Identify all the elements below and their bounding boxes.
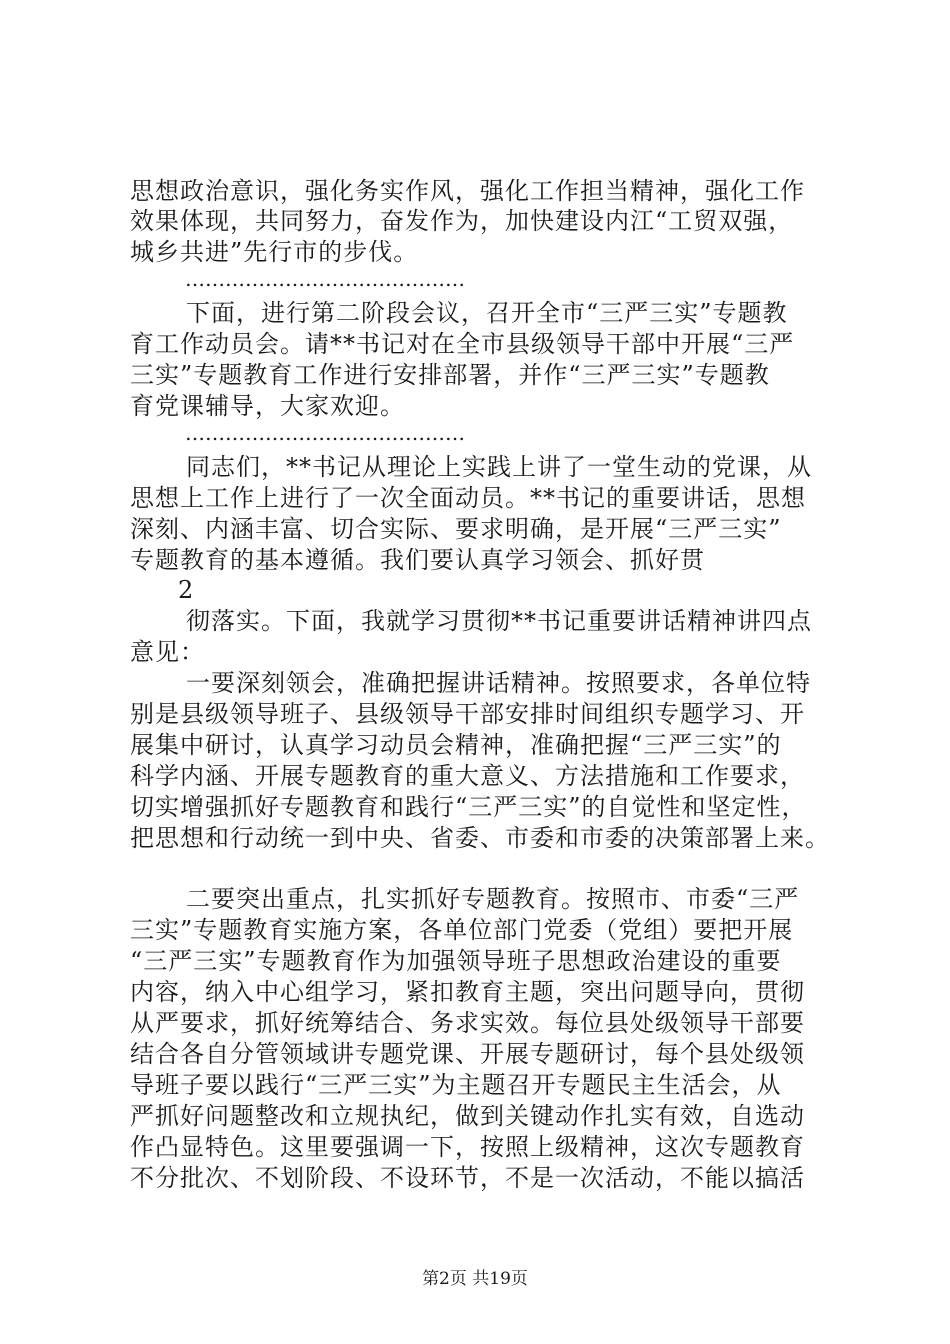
text-line: 思想上工作上进行了一次全面动员。**书记的重要讲话，思想 [130,484,806,512]
text-line: 意见： [130,638,205,666]
text-line: “三严三实”专题教育作为加强领导班子思想政治建设的重要 [130,947,782,975]
text-line: 三实”专题教育实施方案，各单位部门党委（党组）要把开展 [130,916,794,944]
text-line: 育工作动员会。请**书记对在全市县级领导干部中开展“三严 [130,330,795,358]
page-footer: 第2页 共19页 [422,1269,528,1289]
text-line: 同志们，**书记从理论上实践上讲了一堂生动的党课，从 [186,453,812,481]
text-line: 不分批次、不划阶段、不设环节，不是一次活动，不能以搞活 [130,1164,805,1192]
dots-separator: …………………………………… [185,421,465,445]
text-line: 内容，纳入中心组学习，紧扣教育主题，突出问题导向，贯彻 [130,978,805,1006]
text-line: 展集中研讨，认真学习动员会精神，准确把握“三严三实”的 [130,731,782,759]
text-line: 彻落实。下面，我就学习贯彻**书记重要讲话精神讲四点 [186,607,812,635]
text-line: 育党课辅导，大家欢迎。 [130,392,405,420]
text-line: 科学内涵、开展专题教育的重大意义、方法措施和工作要求， [130,762,805,790]
text-line: 结合各自分管领域讲专题党课、开展专题研讨，每个县处级领 [130,1040,805,1068]
text-line: 切实增强抓好专题教育和践行“三严三实”的自觉性和坚定性， [130,793,807,821]
text-line: 导班子要以践行“三严三实”为主题召开专题民主生活会，从 [130,1071,782,1099]
text-line: 作凸显特色。这里要强调一下，按照上级精神，这次专题教育 [130,1133,805,1161]
text-line: 下面，进行第二阶段会议，召开全市“三严三实”专题教 [186,299,788,327]
text-line: 把思想和行动统一到中央、省委、市委和市委的决策部署上来。 [130,824,830,852]
text-line: 效果体现，共同努力，奋发作为，加快建设内江“工贸双强， [130,207,794,235]
text-line: 从严要求，抓好统筹结合、务求实效。每位县处级领导干部要 [130,1009,805,1037]
text-line: 三实”专题教育工作进行安排部署，并作“三严三实”专题教 [130,361,770,389]
text-line: 思想政治意识，强化务实作风，强化工作担当精神，强化工作 [130,177,805,205]
text-line: 深刻、内涵丰富、切合实际、要求明确，是开展“三严三实” [130,515,782,543]
page-number: 2 [178,576,194,604]
text-line: 别是县级领导班子、县级领导干部安排时间组织专题学习、开 [130,700,805,728]
text-line: 城乡共进”先行市的步伐。 [130,238,419,266]
text-line: 专题教育的基本遵循。我们要认真学习领会、抓好贯 [130,546,705,574]
dots-separator: …………………………………… [185,267,465,291]
text-line: 一要深刻领会，准确把握讲话精神。按照要求，各单位特 [186,669,811,697]
text-line: 二要突出重点，扎实抓好专题教育。按照市、市委“三严 [186,885,800,913]
text-line: 严抓好问题整改和立规执纪，做到关键动作扎实有效，自选动 [130,1102,805,1130]
